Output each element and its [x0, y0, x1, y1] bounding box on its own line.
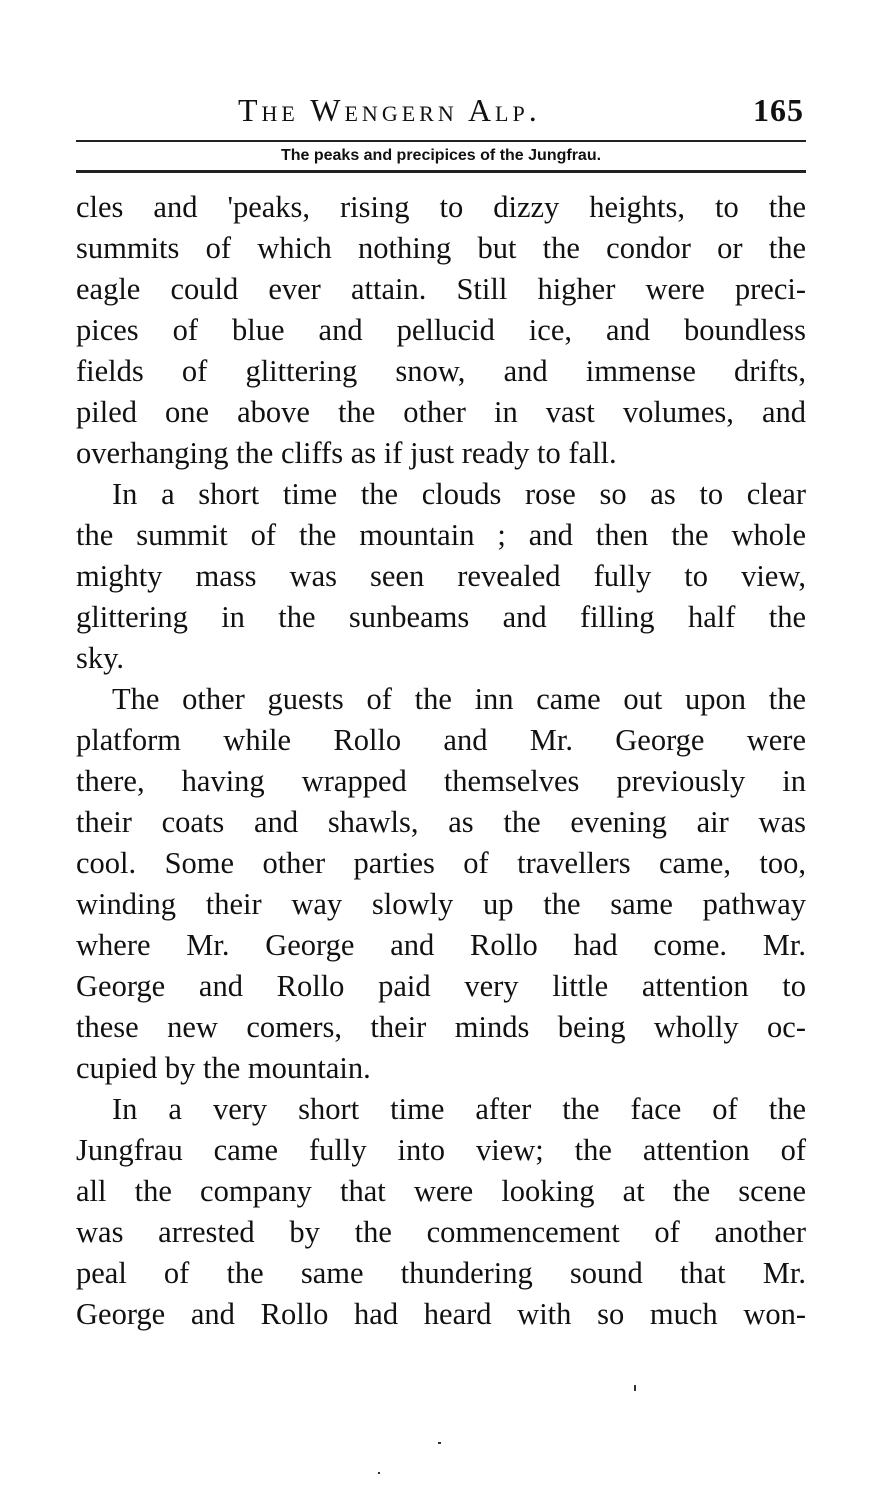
running-title: The Wengern Alp. [238, 92, 541, 128]
text-line: In a very short time after the face of the [112, 1092, 806, 1126]
print-speck [634, 1385, 636, 1391]
page-subtitle: The peaks and precipices of the Jungfrau. [280, 147, 602, 164]
text-line: George and Rollo had heard with so much won- [76, 1297, 806, 1331]
text-line: Jungfrau came fully into view; the attention of [76, 1133, 806, 1167]
book-page [76, 88, 806, 1335]
print-speck [378, 1472, 380, 1474]
text-line: winding their way slowly up the same pathway [76, 887, 806, 921]
text-line: all the company that were looking at the scene [76, 1174, 806, 1208]
text-line: fields of glittering snow, and immense drifts, [76, 354, 806, 388]
text-line: summits of which nothing but the condor or the [76, 231, 806, 265]
page-number: 165 [753, 92, 804, 128]
text-line: mighty mass was seen revealed fully to view, [76, 559, 806, 593]
text-line: The other guests of the inn came out upon the [112, 682, 806, 716]
text-line: cool. Some other parties of travellers came, too, [76, 846, 806, 880]
text-line: eagle could ever attain. Still higher were preci- [76, 272, 806, 306]
text-line: glittering in the sunbeams and filling half the [76, 600, 806, 634]
text-line: piled one above the other in vast volumes, and [76, 395, 806, 429]
text-line: the summit of the mountain ; and then the whole [76, 518, 806, 552]
print-speck [438, 1442, 441, 1444]
text-line: peal of the same thundering sound that Mr. [76, 1256, 806, 1290]
text-line: George and Rollo paid very little attention to [76, 969, 806, 1003]
text-line: cles and 'peaks, rising to dizzy heights, to the [76, 190, 806, 224]
text-line: where Mr. George and Rollo had come. Mr. [76, 928, 806, 962]
text-line: pices of blue and pellucid ice, and boundless [76, 313, 806, 347]
text-line: these new comers, their minds being wholly oc- [76, 1010, 806, 1044]
text-line: platform while Rollo and Mr. George were [76, 723, 806, 757]
text-line: was arrested by the commencement of another [76, 1215, 806, 1249]
text-line: overhanging the cliffs as if just ready to fall. [76, 436, 617, 470]
text-line: sky. [76, 641, 125, 675]
text-line: there, having wrapped themselves previously in [76, 764, 806, 798]
header-rule-bottom [76, 170, 806, 173]
text-line: cupied by the mountain. [76, 1051, 371, 1085]
running-head [76, 88, 806, 136]
text-line: In a short time the clouds rose so as to clear [112, 477, 806, 511]
body-text [76, 187, 806, 1335]
text-line: their coats and shawls, as the evening air was [76, 805, 806, 839]
